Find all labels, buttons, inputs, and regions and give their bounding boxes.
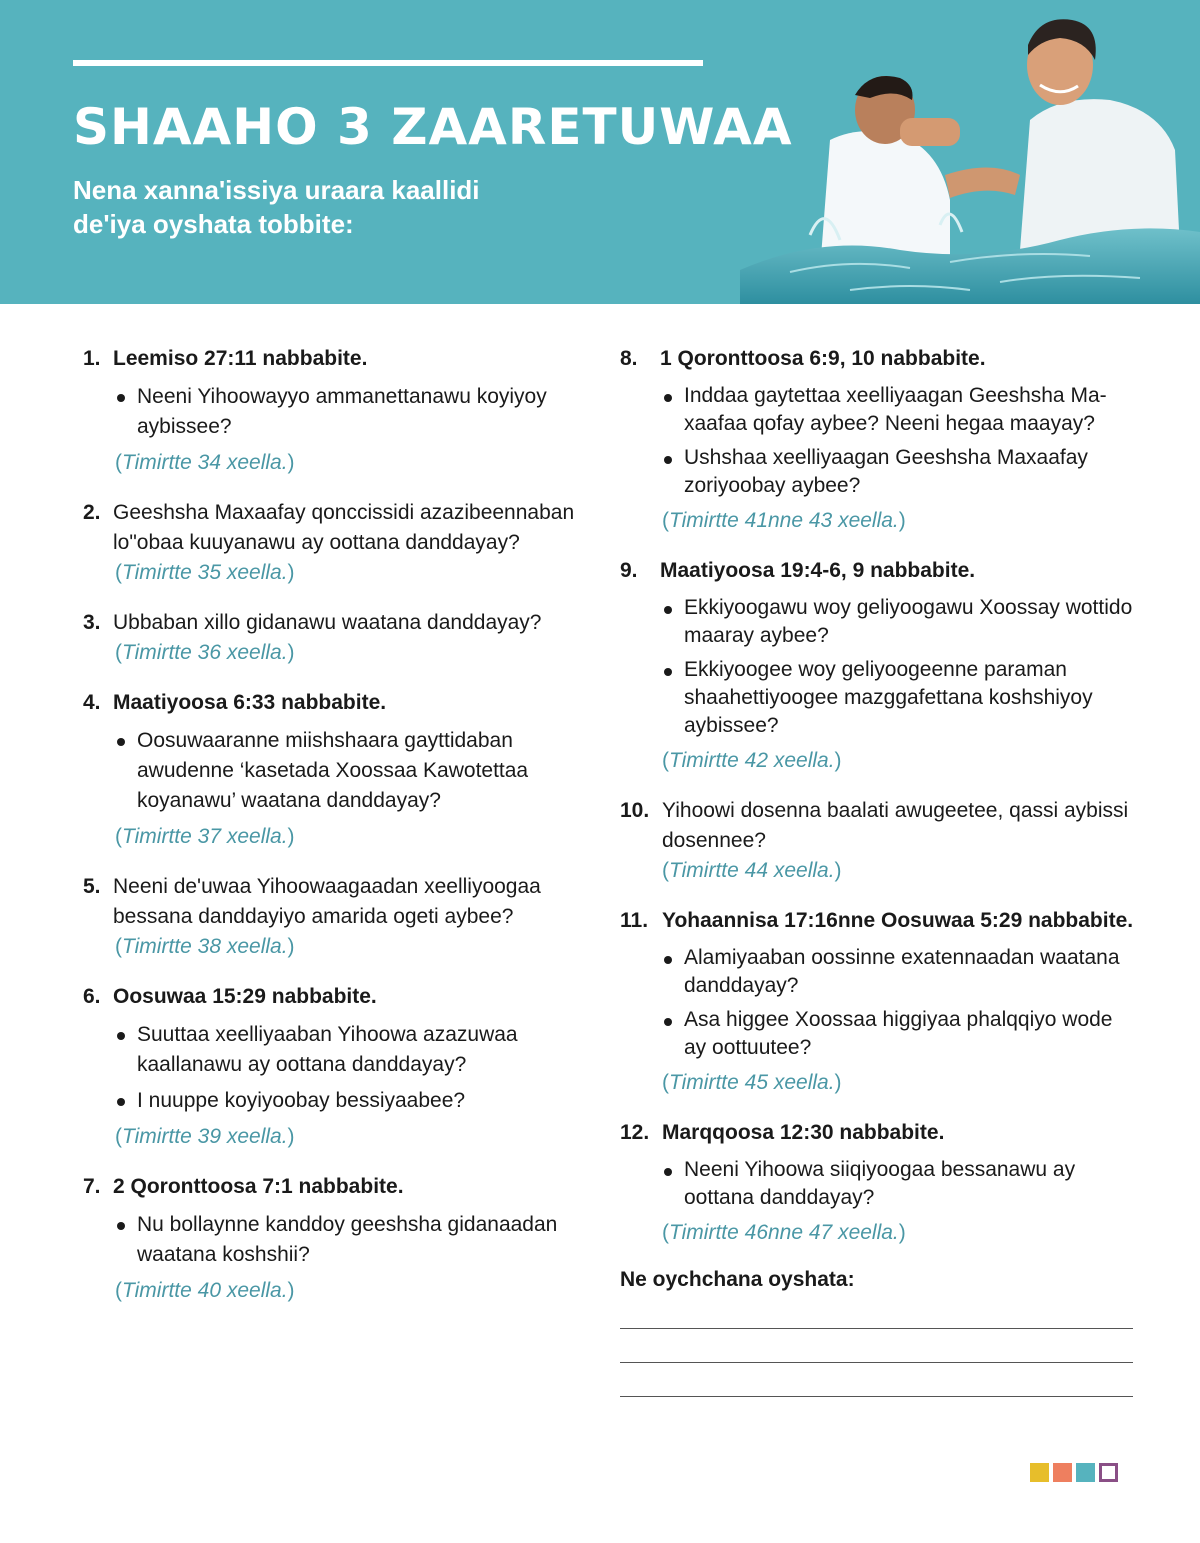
question-6 (83, 982, 583, 1152)
question-7 (83, 1172, 583, 1306)
question-bullet: Ushshaa xeelliyaagan Geeshsha Maxaafay zoriyoobay aybee? (662, 444, 1140, 500)
lesson-reference: (Timirtte 41nne 43 xeella.) (662, 509, 906, 532)
lesson-reference: (Timirtte 35 xeella.) (115, 561, 295, 584)
question-bullet: Inddaa gaytettaa xeelliyaagan Geeshsha Maxaafaa qofay aybee? Neeni hegaa maayay? (662, 382, 1140, 438)
question-bullet: Asa higgee Xoossaa higgiyaa phalqqiyo wode ay oottuutee? (662, 1006, 1140, 1062)
notes-label: Ne oychchana oyshata: (620, 1268, 855, 1291)
question-9 (620, 556, 1140, 776)
lesson-reference: (Timirtte 37 xeella.) (115, 825, 295, 848)
question-number: 10. (620, 799, 650, 822)
questions-right-column (620, 344, 1140, 1397)
question-3 (83, 608, 583, 668)
question-bullet: Oosuwaaranne miishshaara gayttidaban awudenne ‘kasetada Xoossaa Kawotettaa koyanawu’ waatana danddayay? (115, 726, 583, 816)
question-1 (83, 344, 583, 478)
question-text: Yohaannisa 17:16nne Oosuwaa 5:29 nabbabite. (662, 909, 1134, 932)
question-5 (83, 872, 583, 962)
note-line[interactable] (620, 1396, 1133, 1397)
question-bullet: Neeni Yihoowayyo ammanettanawu koyiyoy aybissee? (115, 382, 583, 442)
lesson-reference: (Timirtte 44 xeella.) (662, 859, 842, 882)
question-number: 7. (83, 1175, 101, 1198)
question-bullet: Ekkiyoogawu woy geliyoogawu Xoossay wottido maaray aybee? (662, 594, 1140, 650)
question-text: Yihoowi dosenna baalati awugeetee, qassi aybissi dosennee? (662, 799, 1129, 852)
question-text: 1 Qoronttoosa 6:9, 10 nabbabite. (660, 347, 986, 370)
subtitle-line-1: Nena xanna'issiya uraara kaallidi (73, 175, 480, 205)
color-squares-decoration (1030, 1463, 1118, 1482)
page-title: SHAAHO 3 ZAARETUWAA (73, 98, 793, 156)
note-line[interactable] (620, 1328, 1133, 1329)
question-11 (620, 906, 1140, 1098)
question-text: Maatiyoosa 6:33 nabbabite. (113, 691, 387, 714)
lesson-reference: (Timirtte 39 xeella.) (115, 1125, 295, 1148)
question-number: 8. (620, 347, 638, 370)
question-number: 12. (620, 1121, 650, 1144)
lesson-reference: (Timirtte 42 xeella.) (662, 749, 842, 772)
question-bullet: I nuuppe koyiyoobay bessiyaabee? (115, 1086, 583, 1116)
subtitle-line-2: de'iya oyshata tobbite: (73, 209, 354, 239)
yellow-square (1030, 1463, 1049, 1482)
question-12 (620, 1118, 1140, 1248)
questions-left-column (83, 344, 583, 1326)
question-bullet: Neeni Yihoowa siiqiyoogaa bessanawu ay oottana danddayay? (662, 1156, 1140, 1212)
question-number: 4. (83, 691, 101, 714)
teal-square (1076, 1463, 1095, 1482)
question-text: 2 Qoronttoosa 7:1 nabbabite. (113, 1175, 404, 1198)
question-bullet: Nu bollaynne kanddoy geeshsha gidanaadan waatana koshshii? (115, 1210, 583, 1270)
baptism-illustration (700, 0, 1200, 304)
question-number: 5. (83, 875, 101, 898)
question-bullet: Suuttaa xeelliyaaban Yihoowa azazuwaa kaallanawu ay oottana danddayay? (115, 1020, 583, 1080)
lesson-reference: (Timirtte 40 xeella.) (115, 1279, 295, 1302)
header-rule (73, 60, 703, 66)
lesson-reference: (Timirtte 45 xeella.) (662, 1071, 842, 1094)
question-text: Marqqoosa 12:30 nabbabite. (662, 1121, 945, 1144)
question-4 (83, 688, 583, 852)
question-8 (620, 344, 1140, 536)
question-number: 1. (83, 347, 101, 370)
question-text: Maatiyoosa 19:4-6, 9 nabbabite. (660, 559, 976, 582)
question-number: 11. (620, 909, 649, 932)
outline-square (1099, 1463, 1118, 1482)
question-text: Ubbaban xillo gidanawu waatana danddayay? (113, 611, 542, 634)
question-text: Oosuwaa 15:29 nabbabite. (113, 985, 377, 1008)
question-text: Neeni de'uwaa Yihoowaagaadan xeelliyoogaa bessana danddayiyo amarida ogeti aybee? (113, 875, 541, 928)
lesson-reference: (Timirtte 34 xeella.) (115, 451, 295, 474)
question-number: 2. (83, 501, 101, 524)
question-text: Leemiso 27:11 nabbabite. (113, 347, 368, 370)
question-2 (83, 498, 583, 588)
question-10 (620, 796, 1140, 886)
orange-square (1053, 1463, 1072, 1482)
header-banner (0, 0, 1200, 304)
question-number: 3. (83, 611, 101, 634)
question-text: Geeshsha Maxaafay qonccissidi azazibeennaban lo"obaa kuuyanawu ay oottana danddayay? (113, 501, 575, 554)
page-subtitle (73, 173, 543, 241)
question-number: 9. (620, 559, 638, 582)
note-line[interactable] (620, 1362, 1133, 1363)
question-bullet: Ekkiyoogee woy geliyoogeenne paraman shaahettiyoogee mazggafettana koshshiyoy aybissee? (662, 656, 1140, 740)
question-bullet: Alamiyaaban oossinne exatennaadan waatana danddayay? (662, 944, 1140, 1000)
lesson-reference: (Timirtte 36 xeella.) (115, 641, 295, 664)
lesson-reference: (Timirtte 46nne 47 xeella.) (662, 1221, 906, 1244)
lesson-reference: (Timirtte 38 xeella.) (115, 935, 295, 958)
question-number: 6. (83, 985, 101, 1008)
